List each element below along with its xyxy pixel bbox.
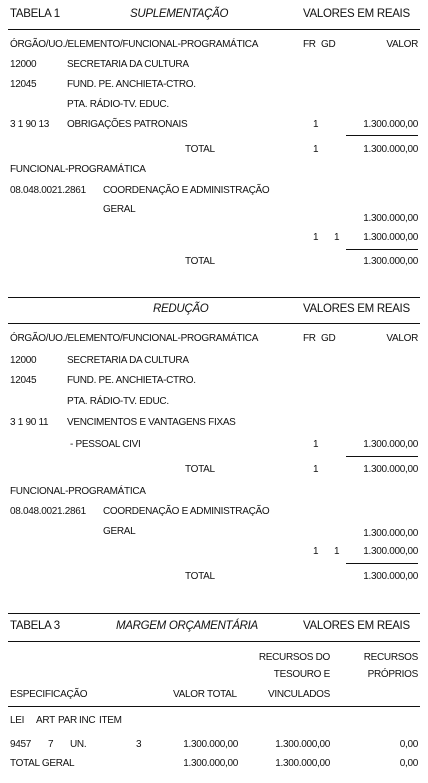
tabela1-total-label: TOTAL (185, 144, 215, 155)
tabela1-top-rule (8, 29, 420, 30)
tabela1-func-valor: 1.300.000,00 (363, 213, 418, 224)
tabela3-sub-par: PAR (58, 715, 77, 726)
tabela1-org-code: 12000 (10, 59, 37, 70)
tabela2-title: REDUÇÃO (153, 303, 209, 315)
tabela2-element-name-2: - PESSOAL CIVI (70, 439, 141, 450)
tabela2-total-fr: 1 (313, 464, 319, 475)
tabela3-sub-inc: INC (79, 715, 96, 726)
tabela3-header-rule (8, 641, 420, 642)
tabela3-total-label: TOTAL GERAL (10, 758, 75, 769)
tabela1-col-fr: FR (303, 39, 316, 50)
tabela2-func-valor: 1.300.000,00 (363, 528, 418, 539)
tabela2-col-gd: GD (321, 333, 336, 344)
tabela1-col-header: ÓRGÃO/UO./ELEMENTO/FUNCIONAL-PROGRAMÁTICA (10, 39, 259, 50)
tabela3-row-art: 7 (48, 739, 54, 750)
tabela3-name: TABELA 3 (10, 620, 60, 632)
tabela1-element-code: 3 1 90 13 (10, 119, 50, 130)
tabela1-func-name-2: GERAL (103, 204, 136, 215)
tabela1-col-valor: VALOR (386, 39, 418, 50)
tabela1-total-fr: 1 (313, 144, 319, 155)
tabela2-func-fr: 1 (313, 546, 319, 557)
tabela2-col-fr: FR (303, 333, 316, 344)
tabela2-func-total-label: TOTAL (185, 571, 215, 582)
tabela3-col-rp-2: PRÓPRIOS (367, 669, 418, 680)
tabela2-element-code: 3 1 90 11 (10, 417, 49, 428)
tabela1-title: SUPLEMENTAÇÃO (130, 8, 229, 20)
tabela1-total-valor: 1.300.000,00 (363, 144, 418, 155)
tabela2-func-name-2: GERAL (103, 526, 136, 537)
tabela1-element-name: OBRIGAÇÕES PATRONAIS (67, 119, 188, 130)
tabela3-row-rt: 1.300.000,00 (275, 739, 330, 750)
tabela2-total-valor: 1.300.000,00 (363, 464, 418, 475)
tabela2-uo-code: 12045 (10, 375, 37, 386)
tabela3-row-item: 3 (136, 739, 142, 750)
tabela1-func-total-label: TOTAL (185, 256, 215, 267)
tabela2-values-header: VALORES EM REAIS (303, 303, 410, 315)
tabela2-header-rule (8, 323, 420, 324)
tabela3-sub-lei: LEI (10, 715, 25, 726)
tabela3-values-header: VALORES EM REAIS (303, 620, 410, 632)
tabela2-col-valor: VALOR (386, 333, 418, 344)
tabela3-total-valor-total: 1.300.000,00 (183, 758, 238, 769)
tabela3-col-rp-1: RECURSOS (363, 652, 418, 663)
tabela2-uo-name-1: FUND. PE. ANCHIETA-CTRO. (67, 375, 196, 386)
tabela1-func-fr: 1 (313, 232, 319, 243)
tabela3-sub-art: ART (36, 715, 55, 726)
tabela1-uo-name-2: PTA. RÁDIO-TV. EDUC. (67, 99, 169, 110)
tabela3-col-rt-1: RECURSOS DO (258, 652, 330, 663)
tabela2-org-name: SECRETARIA DA CULTURA (67, 355, 189, 366)
tabela2-org-code: 12000 (10, 355, 37, 366)
tabela3-row-rp: 0,00 (399, 739, 418, 750)
tabela1-uo-name-1: FUND. PE. ANCHIETA-CTRO. (67, 79, 196, 90)
tabela2-element-name-1: VENCIMENTOS E VANTAGENS FIXAS (67, 417, 236, 428)
tabela1-func-rule (346, 249, 418, 250)
tabela1-func-gd: 1 (334, 232, 340, 243)
tabela2-element-fr: 1 (313, 439, 319, 450)
tabela1-element-valor: 1.300.000,00 (363, 119, 418, 130)
tabela2-total-label: TOTAL (185, 464, 215, 475)
tabela2-func-name-1: COORDENAÇÃO E ADMINISTRAÇÃO (103, 506, 270, 517)
tabela2-element-valor: 1.300.000,00 (363, 439, 418, 450)
tabela1-org-name: SECRETARIA DA CULTURA (67, 59, 189, 70)
tabela3-total-rt: 1.300.000,00 (275, 758, 330, 769)
tabela2-col-header: ÓRGÃO/UO./ELEMENTO/FUNCIONAL-PROGRAMÁTICA (10, 333, 259, 344)
tabela1-func-sub-valor: 1.300.000,00 (363, 232, 418, 243)
tabela3-col-valor-total: VALOR TOTAL (173, 689, 237, 700)
tabela2-func-sub-valor: 1.300.000,00 (363, 546, 418, 557)
tabela2-func-code: 08.048.0021.2861 (10, 506, 86, 517)
tabela2-top-rule (8, 297, 420, 298)
tabela1-element-rule (346, 135, 418, 136)
tabela2-func-header: FUNCIONAL-PROGRAMÁTICA (10, 486, 146, 497)
tabela3-col-rt-2: TESOURO E (273, 669, 330, 680)
tabela1-col-gd: GD (321, 39, 336, 50)
tabela3-row-valor-total: 1.300.000,00 (183, 739, 238, 750)
tabela2-func-total-valor: 1.300.000,00 (363, 571, 418, 582)
tabela3-col-rt-3: VINCULADOS (267, 689, 330, 700)
tabela2-element-rule (346, 456, 418, 457)
tabela1-values-header: VALORES EM REAIS (303, 8, 410, 20)
tabela3-col-espec: ESPECIFICAÇÃO (10, 689, 88, 700)
tabela1-element-fr: 1 (313, 119, 319, 130)
tabela3-row-lei: 9457 (10, 739, 32, 750)
tabela3-total-rp: 0,00 (399, 758, 418, 769)
tabela1-uo-code: 12045 (10, 79, 37, 90)
tabela3-col-rule (8, 706, 420, 707)
tabela1-func-total-valor: 1.300.000,00 (363, 256, 418, 267)
tabela3-title: MARGEM ORÇAMENTÁRIA (116, 620, 258, 632)
tabela3-sub-item: ITEM (99, 715, 122, 726)
tabela2-func-gd: 1 (334, 546, 340, 557)
tabela1-func-code: 08.048.0021.2861 (10, 185, 86, 196)
tabela3-top-rule (8, 613, 420, 614)
tabela3-row-par: UN. (70, 739, 87, 750)
tabela2-func-rule (346, 563, 418, 564)
tabela2-uo-name-2: PTA. RÁDIO-TV. EDUC. (67, 396, 169, 407)
tabela1-func-name-1: COORDENAÇÃO E ADMINISTRAÇÃO (103, 185, 270, 196)
tabela1-name: TABELA 1 (10, 8, 60, 20)
tabela1-func-header: FUNCIONAL-PROGRAMÁTICA (10, 164, 146, 175)
